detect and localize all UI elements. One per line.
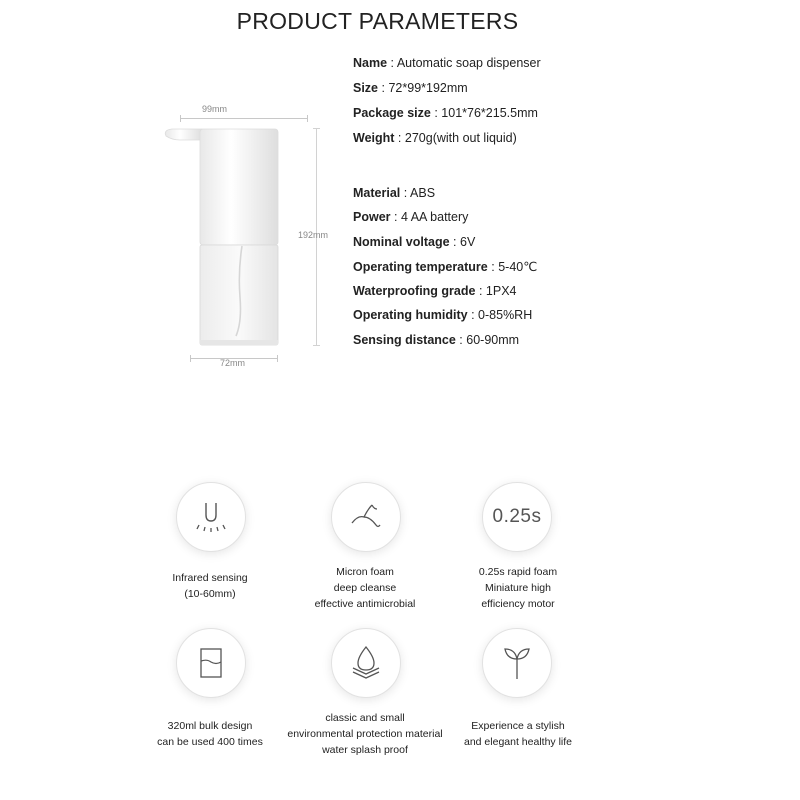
param-package-size: Package size : 101*76*215.5mm	[353, 106, 538, 120]
width-dimension-label: 99mm	[202, 104, 228, 114]
feature-label: 320ml bulk design can be used 400 times	[157, 720, 263, 748]
param-nominal-voltage: Nominal voltage : 6V	[353, 235, 476, 249]
water-drop-icon	[331, 628, 401, 698]
param-name: Name : Automatic soap dispenser	[353, 56, 541, 70]
param-operating-humidity: Operating humidity : 0-85%RH	[353, 308, 533, 322]
timer-icon-text: 0.25s	[492, 506, 542, 527]
feature-label: 0.25s rapid foam Miniature high efficiency motor	[478, 566, 558, 610]
feature-label: classic and small environmental protection material water splash proof	[287, 712, 443, 756]
foam-icon	[331, 482, 401, 552]
param-sensing-distance: Sensing distance : 60-90mm	[353, 333, 520, 347]
page-title: PRODUCT PARAMETERS	[236, 8, 519, 34]
param-waterproofing-grade: Waterproofing grade : 1PX4	[353, 284, 517, 298]
sprout-icon	[482, 628, 552, 698]
timer-icon	[482, 482, 552, 552]
height-dimension-label: 192mm	[298, 230, 329, 240]
param-material: Material : ABS	[353, 186, 436, 200]
soap-dispenser-image	[158, 122, 308, 362]
param-size: Size : 72*99*192mm	[353, 81, 468, 95]
base-dimension-label: 72mm	[220, 358, 246, 368]
feature-label: Experience a stylish and elegant healthy life	[464, 720, 572, 748]
param-power: Power : 4 AA battery	[353, 210, 469, 224]
feature-label: Infrared sensing (10-60mm)	[172, 572, 248, 600]
param-operating-temperature: Operating temperature : 5-40℃	[353, 260, 538, 274]
feature-label: Micron foam deep cleanse effective antimicrobial	[314, 566, 416, 610]
product-dimension-figure	[150, 100, 340, 380]
bottle-icon	[176, 628, 246, 698]
infrared-sensor-icon	[176, 482, 246, 552]
param-weight: Weight : 270g(with out liquid)	[353, 131, 517, 145]
width-dimension-line	[180, 118, 308, 119]
